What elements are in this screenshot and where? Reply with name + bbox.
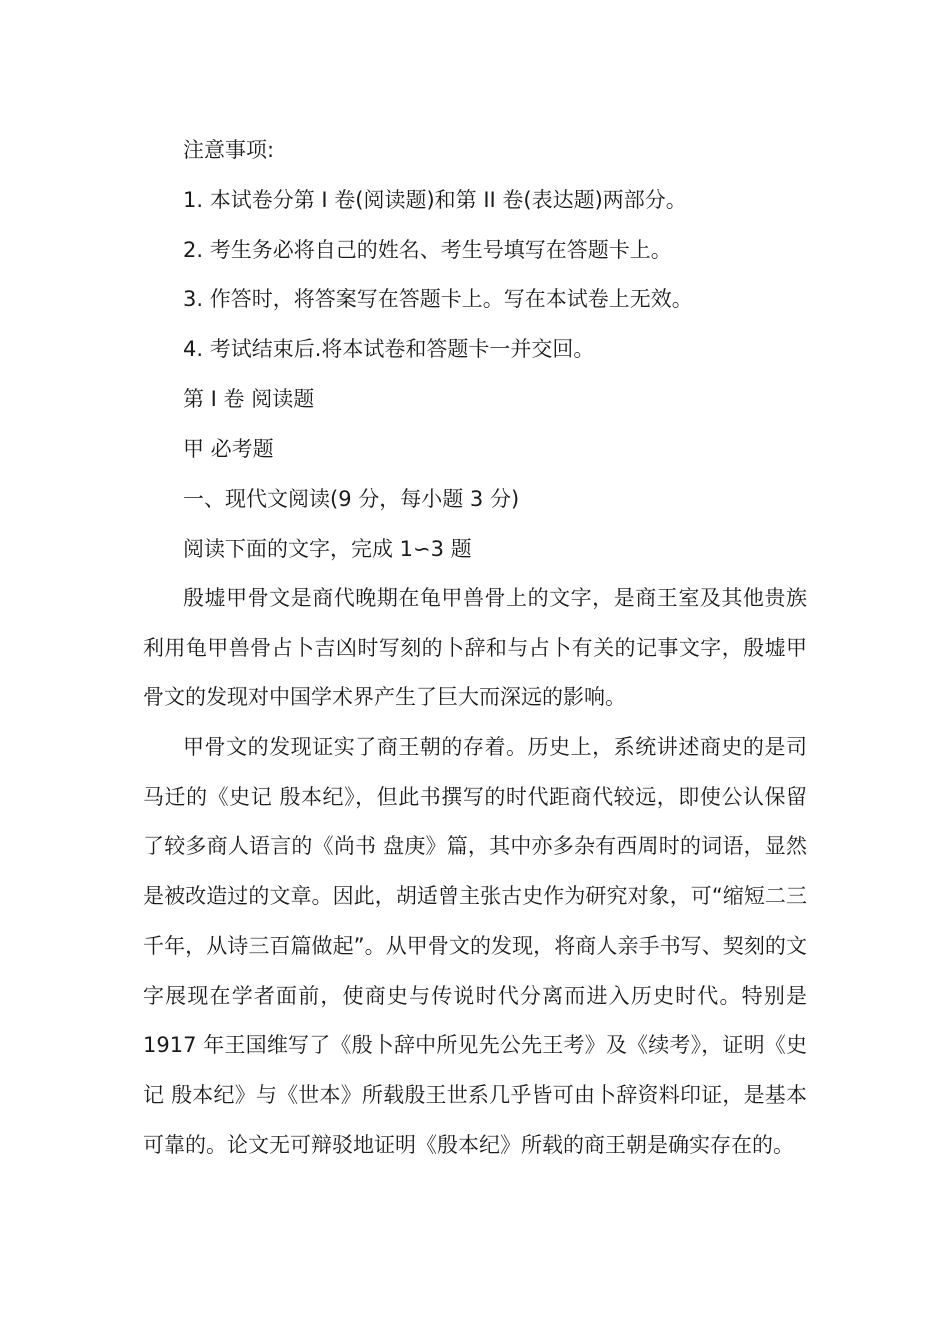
passage-paragraph-2: 甲骨文的发现证实了商王朝的存着。历史上，系统讲述商史的是司马迁的《史记 殷本纪》，但此书撰写的时代距商代较远，即使公认保留了较多商人语言的《尚书 盘庚》篇，其中亦多杂有西周时的词语，显然是被改造过的文章。因此，胡适曾主张古史作为研究对象，可“缩短二三千年，从诗三百篇做起”。从甲骨文的发现，将商人亲手书写、契刻的文字展现在学者面前，使商史与传说时代分离而进入历史时代。特别是 1917 年王国维写了《殷卜辞中所见先公先王考》及《续考》，证明《史记 殷本纪》与《世本》所载殷王世系几乎皆可由卜辞资料印证，是基本可靠的。论文无可辩驳地证明《殷本纪》所载的商王朝是确实存在的。 xyxy=(143,735,807,1157)
notice-item-2: 2. 考生务必将自己的姓名、考生号填写在答题卡上。 xyxy=(183,238,672,262)
notice-item-3: 3. 作答时，将答案写在答题卡上。写在本试卷上无效。 xyxy=(183,287,693,311)
notice-item-4: 4. 考试结束后.将本试卷和答题卡一并交回。 xyxy=(183,337,595,361)
reading-instruction: 阅读下面的文字，完成 1∽3 题 xyxy=(183,537,472,561)
question-title: 一、现代文阅读(9 分，每小题 3 分) xyxy=(183,487,520,511)
notice-heading: 注意事项: xyxy=(183,138,275,162)
volume-title: 第 I 卷 阅读题 xyxy=(183,387,315,411)
notice-item-1: 1. 本试卷分第 I 卷(阅读题)和第 II 卷(表达题)两部分。 xyxy=(183,188,687,212)
passage-paragraph-1: 殷墟甲骨文是商代晚期在龟甲兽骨上的文字，是商王室及其他贵族利用龟甲兽骨占卜吉凶时写刻的卜辞和与占卜有关的记事文字，殷墟甲骨文的发现对中国学术界产生了巨大而深远的影响。 xyxy=(143,586,807,710)
part-title: 甲 必考题 xyxy=(183,437,274,461)
